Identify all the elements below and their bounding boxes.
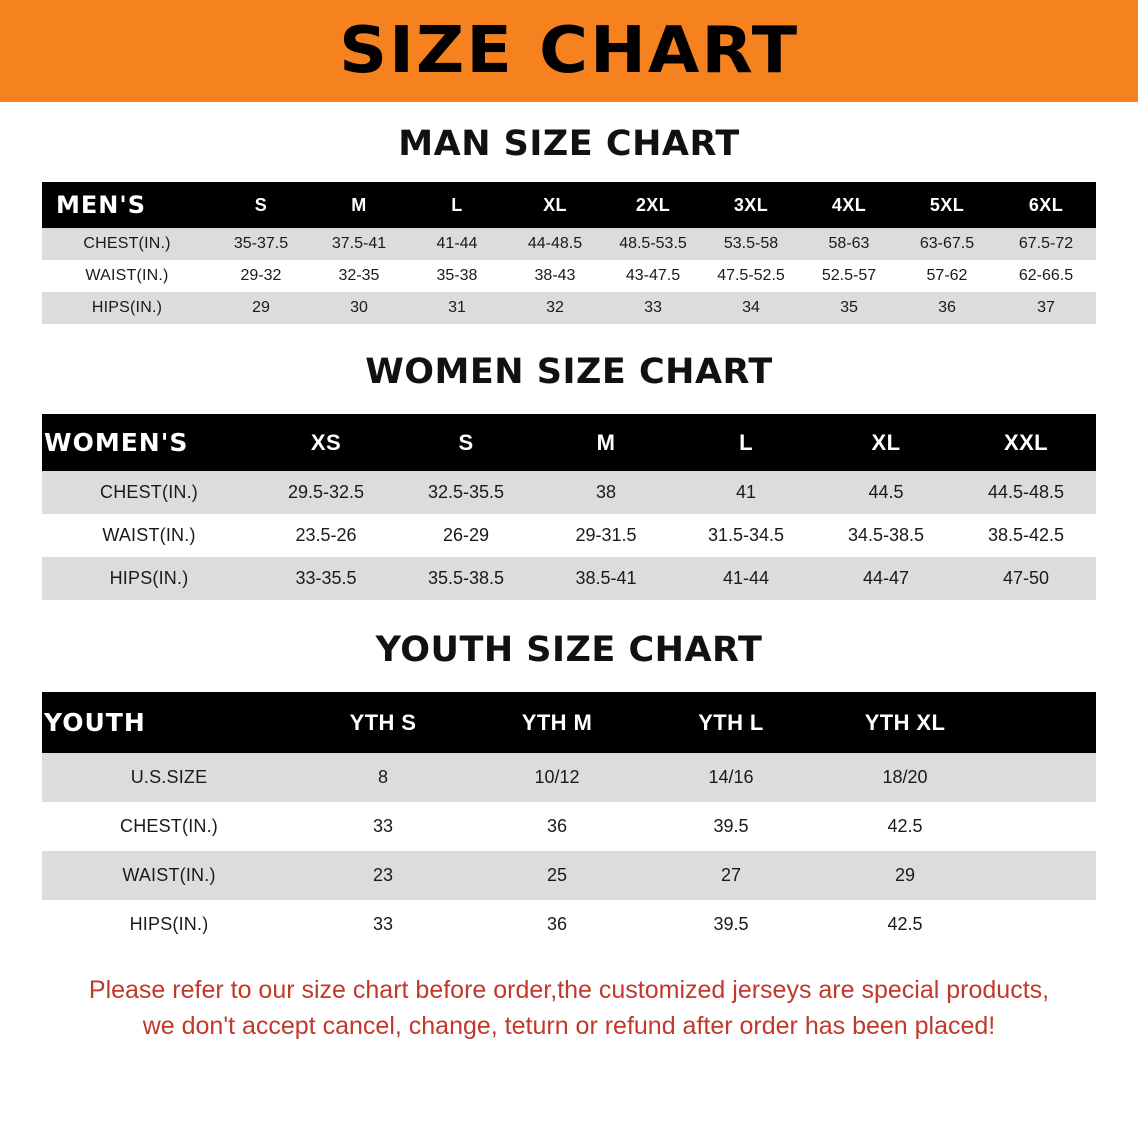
youth-header-s: YTH S bbox=[349, 709, 417, 735]
women-hips-xs: 33-35.5 bbox=[295, 568, 357, 588]
women-header-l: L bbox=[739, 429, 753, 455]
man-chest-s: 35-37.5 bbox=[233, 235, 289, 252]
man-header-xl: XL bbox=[543, 194, 567, 215]
women-row-label-hips: HIPS(IN.) bbox=[109, 568, 189, 588]
women-chest-s: 32.5-35.5 bbox=[427, 482, 505, 502]
man-header-label: MEN'S bbox=[56, 191, 146, 219]
man-header-s: S bbox=[254, 194, 268, 215]
women-chest-xxl: 44.5-48.5 bbox=[987, 482, 1065, 502]
youth-hips-s: 33 bbox=[372, 914, 394, 934]
youth-waist-xl: 29 bbox=[894, 865, 916, 885]
women-waist-s: 26-29 bbox=[442, 525, 490, 545]
youth-hips-m: 36 bbox=[546, 914, 568, 934]
youth-chest-s: 33 bbox=[372, 816, 394, 836]
women-row-label-chest: CHEST(IN.) bbox=[100, 482, 198, 502]
man-chest-l: 41-44 bbox=[436, 235, 478, 252]
youth-waist-l: 27 bbox=[720, 865, 742, 885]
women-waist-xl: 34.5-38.5 bbox=[847, 525, 925, 545]
table-row bbox=[42, 471, 1096, 514]
youth-chest-xl: 42.5 bbox=[887, 816, 923, 836]
table-row bbox=[42, 260, 1096, 292]
youth-hips-spacer bbox=[992, 900, 1096, 949]
women-chest-xl: 44.5 bbox=[868, 482, 904, 502]
man-hips-l: 31 bbox=[448, 299, 466, 316]
disclaimer-line-1: Please refer to our size chart before order,the customized jerseys are special products, bbox=[88, 976, 1050, 1004]
youth-ussize-xl: 18/20 bbox=[882, 767, 928, 787]
youth-chest-m: 36 bbox=[546, 816, 568, 836]
man-table-wrapper bbox=[42, 182, 1096, 324]
women-chest-l: 41 bbox=[735, 482, 757, 502]
man-size-table bbox=[42, 182, 1096, 324]
women-row-label-waist: WAIST(IN.) bbox=[102, 525, 196, 545]
man-hips-4xl: 35 bbox=[840, 299, 858, 316]
women-hips-s: 35.5-38.5 bbox=[427, 568, 505, 588]
man-header-3xl: 3XL bbox=[733, 194, 769, 215]
man-waist-4xl: 52.5-57 bbox=[821, 267, 877, 284]
banner bbox=[0, 0, 1138, 102]
man-waist-6xl: 62-66.5 bbox=[1018, 267, 1074, 284]
table-row bbox=[42, 851, 1096, 900]
banner-title: SIZE CHART bbox=[338, 14, 800, 88]
man-hips-m: 30 bbox=[350, 299, 368, 316]
youth-header-xl: YTH XL bbox=[864, 709, 946, 735]
youth-ussize-m: 10/12 bbox=[534, 767, 580, 787]
man-header-m: M bbox=[351, 194, 367, 215]
man-table-header-row bbox=[42, 182, 1096, 228]
man-chest-5xl: 63-67.5 bbox=[919, 235, 975, 252]
man-header-2xl: 2XL bbox=[635, 194, 671, 215]
table-row bbox=[42, 900, 1096, 949]
youth-section-title: YOUTH SIZE CHART bbox=[375, 630, 763, 670]
man-chest-3xl: 53.5-58 bbox=[723, 235, 779, 252]
youth-header-label: YOUTH bbox=[44, 708, 146, 737]
man-chest-6xl: 67.5-72 bbox=[1018, 235, 1074, 252]
table-row bbox=[42, 802, 1096, 851]
man-hips-s: 29 bbox=[252, 299, 270, 316]
women-waist-l: 31.5-34.5 bbox=[707, 525, 785, 545]
youth-chest-l: 39.5 bbox=[713, 816, 749, 836]
women-chest-xs: 29.5-32.5 bbox=[287, 482, 365, 502]
man-header-6xl: 6XL bbox=[1028, 194, 1064, 215]
table-row bbox=[42, 292, 1096, 324]
man-chest-2xl: 48.5-53.5 bbox=[619, 235, 687, 252]
women-waist-xxl: 38.5-42.5 bbox=[987, 525, 1065, 545]
youth-header-m: YTH M bbox=[521, 709, 593, 735]
man-waist-l: 35-38 bbox=[436, 267, 478, 284]
man-header-4xl: 4XL bbox=[831, 194, 867, 215]
youth-chest-spacer bbox=[992, 802, 1096, 851]
women-header-xs: XS bbox=[310, 429, 342, 455]
youth-row-label-hips: HIPS(IN.) bbox=[129, 914, 209, 934]
women-header-label: WOMEN'S bbox=[44, 428, 189, 457]
man-chest-4xl: 58-63 bbox=[828, 235, 870, 252]
youth-ussize-s: 8 bbox=[377, 767, 388, 787]
women-header-m: M bbox=[596, 429, 616, 455]
man-section-title: MAN SIZE CHART bbox=[398, 124, 740, 164]
women-header-xxl: XXL bbox=[1004, 429, 1048, 455]
table-row bbox=[42, 228, 1096, 260]
man-row-label-hips: HIPS(IN.) bbox=[91, 299, 163, 316]
table-row bbox=[42, 514, 1096, 557]
man-row-label-chest: CHEST(IN.) bbox=[83, 235, 171, 252]
man-chest-xl: 44-48.5 bbox=[527, 235, 583, 252]
youth-ussize-l: 14/16 bbox=[708, 767, 754, 787]
table-row bbox=[42, 557, 1096, 600]
man-row-label-waist: WAIST(IN.) bbox=[85, 267, 169, 284]
man-waist-xl: 38-43 bbox=[534, 267, 576, 284]
man-waist-m: 32-35 bbox=[338, 267, 380, 284]
man-header-5xl: 5XL bbox=[929, 194, 965, 215]
man-chest-m: 37.5-41 bbox=[331, 235, 387, 252]
man-hips-2xl: 33 bbox=[644, 299, 662, 316]
women-table-wrapper bbox=[42, 414, 1096, 600]
man-hips-6xl: 37 bbox=[1037, 299, 1055, 316]
youth-size-table bbox=[42, 692, 1096, 949]
table-row bbox=[42, 753, 1096, 802]
man-header-l: L bbox=[451, 194, 463, 215]
man-hips-5xl: 36 bbox=[938, 299, 956, 316]
disclaimer-note bbox=[40, 973, 1098, 1044]
youth-table-header-row bbox=[42, 692, 1096, 753]
women-hips-xxl: 47-50 bbox=[1002, 568, 1050, 588]
youth-hips-l: 39.5 bbox=[713, 914, 749, 934]
youth-waist-s: 23 bbox=[372, 865, 394, 885]
women-hips-xl: 44-47 bbox=[862, 568, 910, 588]
women-waist-m: 29-31.5 bbox=[575, 525, 637, 545]
man-waist-5xl: 57-62 bbox=[926, 267, 968, 284]
man-waist-2xl: 43-47.5 bbox=[625, 267, 681, 284]
women-hips-l: 41-44 bbox=[722, 568, 770, 588]
women-header-s: S bbox=[458, 429, 474, 455]
women-table-header-row bbox=[42, 414, 1096, 471]
youth-waist-spacer bbox=[992, 851, 1096, 900]
man-waist-s: 29-32 bbox=[240, 267, 282, 284]
man-waist-3xl: 47.5-52.5 bbox=[717, 267, 785, 284]
women-chest-m: 38 bbox=[595, 482, 617, 502]
women-size-table bbox=[42, 414, 1096, 600]
youth-ussize-spacer bbox=[992, 753, 1096, 802]
youth-row-label-waist: WAIST(IN.) bbox=[122, 865, 216, 885]
youth-header-spacer bbox=[992, 692, 1096, 753]
youth-header-l: YTH L bbox=[698, 709, 764, 735]
man-hips-xl: 32 bbox=[546, 299, 564, 316]
youth-table-wrapper bbox=[42, 692, 1096, 949]
women-hips-m: 38.5-41 bbox=[575, 568, 637, 588]
women-header-xl: XL bbox=[871, 429, 901, 455]
youth-row-label-ussize: U.S.SIZE bbox=[130, 767, 208, 787]
man-hips-3xl: 34 bbox=[742, 299, 760, 316]
women-waist-xs: 23.5-26 bbox=[295, 525, 357, 545]
women-section-title: WOMEN SIZE CHART bbox=[365, 352, 773, 392]
youth-waist-m: 25 bbox=[546, 865, 568, 885]
disclaimer-line-2: we don't accept cancel, change, teturn or refund after order has been placed! bbox=[142, 1011, 996, 1040]
youth-hips-xl: 42.5 bbox=[887, 914, 923, 934]
youth-row-label-chest: CHEST(IN.) bbox=[120, 816, 218, 836]
